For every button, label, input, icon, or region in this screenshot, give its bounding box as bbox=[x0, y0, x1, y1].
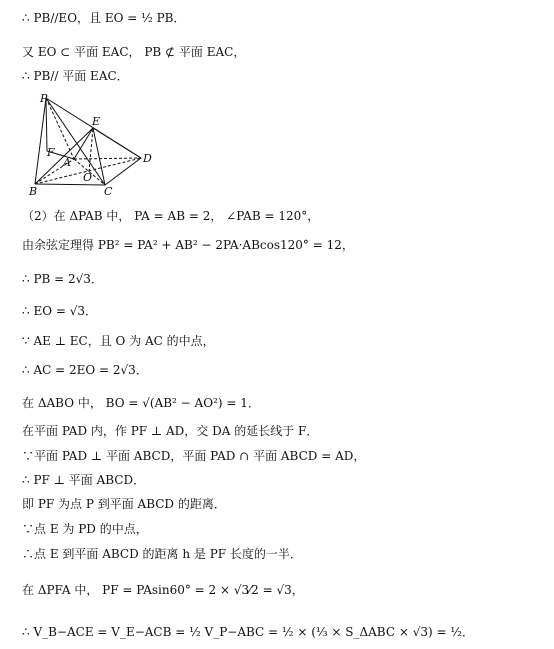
text-line-5: 由余弦定理得 PB² = PA² + AB² − 2PA·ABcos120° = 12， bbox=[22, 238, 354, 252]
text-line-11: 在平面 PAD 内，作 PF ⊥ AD，交 DA 的延长线于 F． bbox=[22, 424, 319, 438]
edge-bc bbox=[35, 184, 105, 185]
geometry-figure bbox=[22, 92, 162, 198]
label-e: E bbox=[92, 115, 101, 128]
edge-ed bbox=[93, 128, 141, 158]
label-d: D bbox=[143, 152, 152, 165]
label-b: B bbox=[29, 185, 38, 198]
text-line-6: ∴ PB = 2√3． bbox=[22, 272, 103, 286]
label-f: F bbox=[47, 146, 55, 159]
text-line-7: ∴ EO = √3． bbox=[22, 304, 98, 318]
text-line-4: （2）在 ΔPAB 中， PA = AB = 2， ∠PAB = 120°， bbox=[22, 209, 320, 223]
text-line-12: ∵平面 PAD ⊥ 平面 ABCD，平面 PAD ∩ 平面 ABCD = AD， bbox=[22, 449, 366, 463]
label-p: P bbox=[40, 92, 48, 105]
label-c: C bbox=[104, 185, 113, 198]
edge-pb bbox=[35, 98, 46, 184]
text-line-15: ∵点 E 为 PD 的中点， bbox=[22, 522, 148, 536]
text-line-1: ∴ PB//EO，且 EO = ½ PB． bbox=[22, 11, 186, 25]
text-line-2: 又 EO ⊂ 平面 EAC， PB ⊄ 平面 EAC， bbox=[22, 45, 246, 59]
text-line-17: 在 ΔPFA 中， PF = PAsin60° = 2 × √3⁄2 = √3， bbox=[22, 583, 304, 597]
text-line-16: ∴点 E 到平面 ABCD 的距离 h 是 PF 长度的一半． bbox=[22, 547, 302, 561]
label-a: A bbox=[63, 156, 71, 169]
text-line-9: ∴ AC = 2EO = 2√3． bbox=[22, 363, 148, 377]
text-line-8: ∵ AE ⊥ EC，且 O 为 AC 的中点， bbox=[22, 334, 215, 348]
text-line-10: 在 ΔABO 中， BO = √(AB² − AO²) = 1． bbox=[22, 396, 260, 410]
label-o: O bbox=[83, 171, 93, 184]
text-line-3: ∴ PB// 平面 EAC． bbox=[22, 69, 129, 83]
text-line-18: ∴ V_B−ACE = V_E−ACB = ½ V_P−ABC = ½ × (⅓ × S_ΔABC × √3) = ½． bbox=[22, 625, 474, 639]
edge-eo bbox=[89, 128, 93, 172]
edge-ad bbox=[74, 158, 141, 159]
text-line-14: 即 PF 为点 P 到平面 ABCD 的距离． bbox=[22, 497, 226, 511]
edge-pf bbox=[46, 98, 47, 151]
text-line-13: ∴ PF ⊥ 平面 ABCD． bbox=[22, 473, 146, 487]
